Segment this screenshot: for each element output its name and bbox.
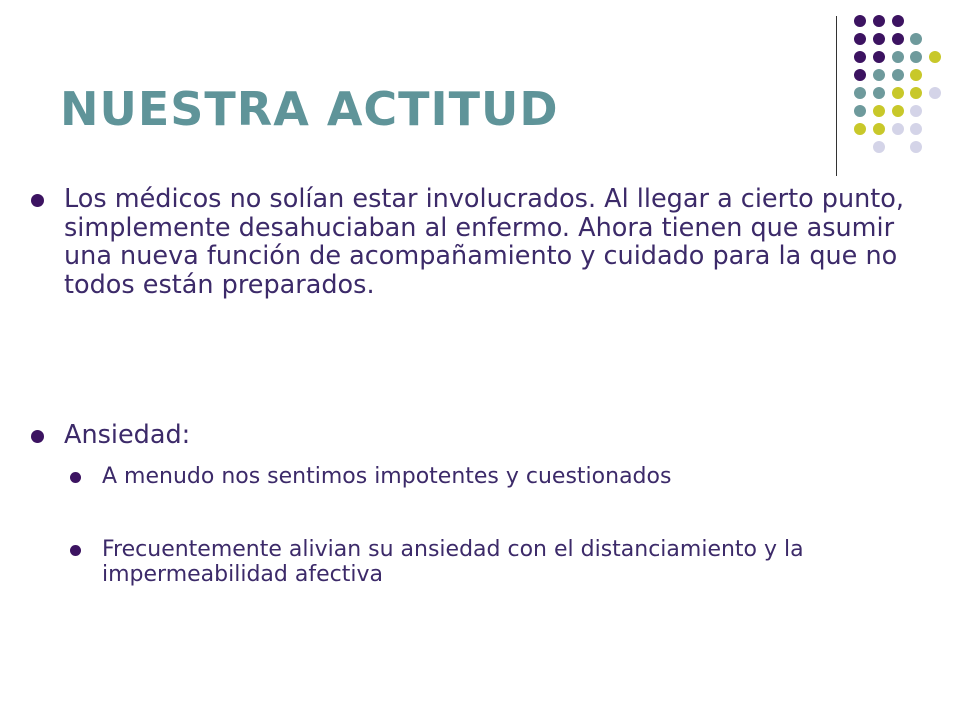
decorative-dot <box>892 123 904 135</box>
decorative-dot <box>910 141 922 153</box>
decorative-dot <box>873 87 885 99</box>
decorative-dot <box>910 123 922 135</box>
decorative-dot <box>873 141 885 153</box>
decorative-dot <box>892 87 904 99</box>
decorative-dot <box>854 123 866 135</box>
decorative-dot <box>892 69 904 81</box>
sub-bullet-dot <box>70 472 81 483</box>
decorative-dot <box>873 33 885 45</box>
decorative-dot <box>873 15 885 27</box>
bullet-dot <box>31 194 44 207</box>
decorative-dot <box>873 123 885 135</box>
decorative-dot <box>910 51 922 63</box>
decorative-dot <box>910 87 922 99</box>
decorative-dot <box>892 105 904 117</box>
slide-title: NUESTRA ACTITUD <box>60 82 559 136</box>
vertical-divider <box>836 16 837 176</box>
decorative-dot <box>892 15 904 27</box>
bullet-text: Ansiedad: <box>64 420 191 450</box>
bullet-text: Los médicos no solían estar involucrados. Al llegar a cierto punto, simplemente desahuciaban al enfermo. Ahora tienen que asumir una nueva función de acompañamiento y cuidado para la que no todos están preparados. <box>64 184 904 300</box>
decorative-dot <box>854 15 866 27</box>
decorative-dot <box>892 33 904 45</box>
decorative-dot <box>854 51 866 63</box>
sub-bullet-text: A menudo nos sentimos impotentes y cuestionados <box>102 464 672 489</box>
decorative-dot <box>854 105 866 117</box>
decorative-dot <box>854 69 866 81</box>
decorative-dot <box>854 87 866 99</box>
decorative-dot <box>910 105 922 117</box>
decorative-dot <box>873 69 885 81</box>
sub-bullet-text: Frecuentemente alivian su ansiedad con el distanciamiento y la impermeabilidad afectiva <box>102 537 804 587</box>
decorative-dot <box>873 51 885 63</box>
decorative-dot <box>929 51 941 63</box>
decorative-dot <box>929 87 941 99</box>
decorative-dot <box>892 51 904 63</box>
decorative-dot <box>910 33 922 45</box>
decorative-dot <box>854 33 866 45</box>
bullet-dot <box>31 430 44 443</box>
decorative-dot <box>873 105 885 117</box>
decorative-dot <box>910 69 922 81</box>
sub-bullet-dot <box>70 545 81 556</box>
